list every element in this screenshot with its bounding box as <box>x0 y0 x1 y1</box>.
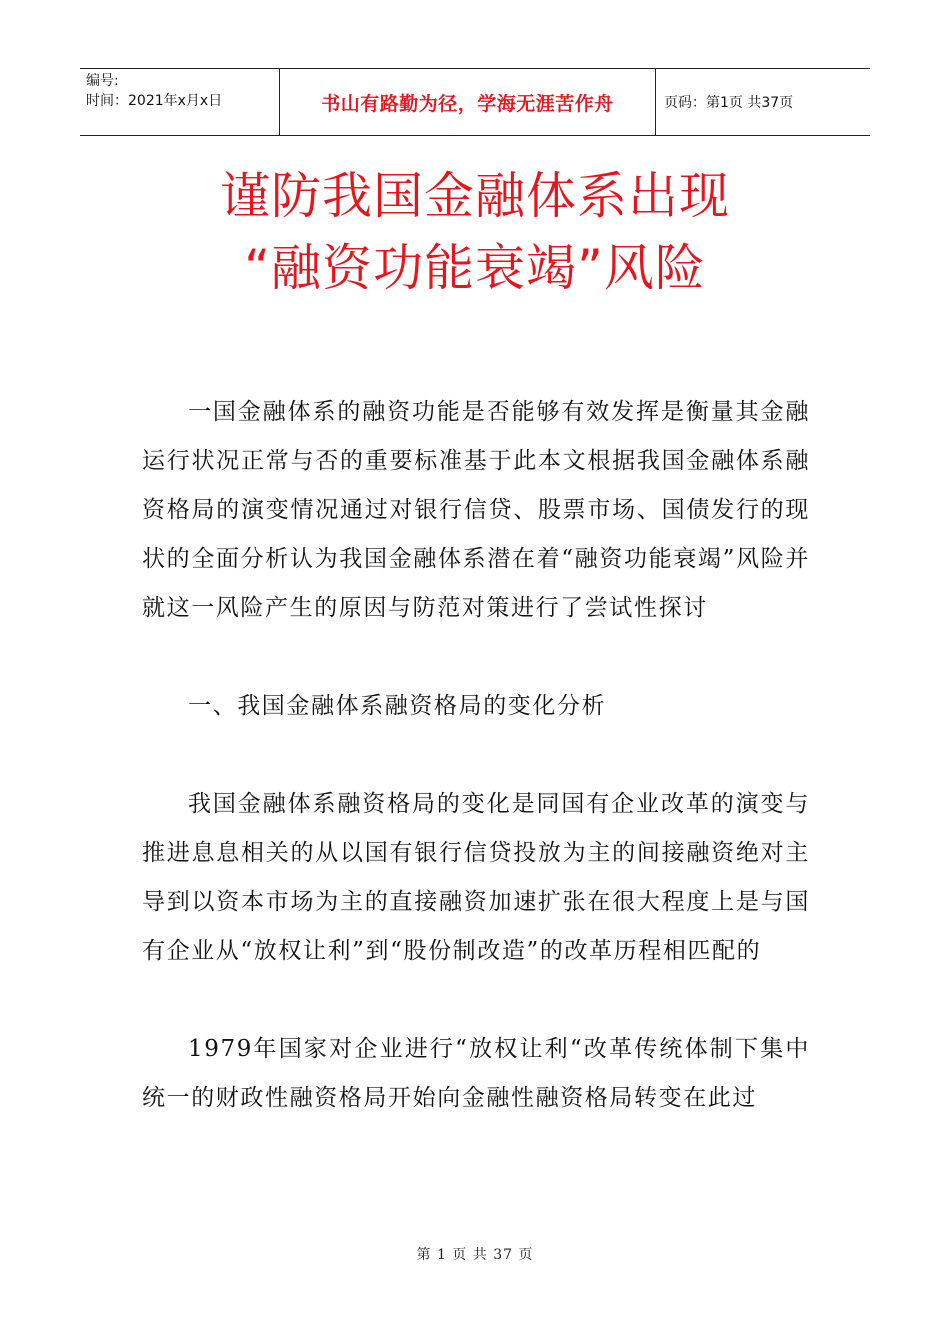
document-body <box>142 388 810 1123</box>
paragraph-abstract: 一国金融体系的融资功能是否能够有效发挥是衡量其金融运行状况正常与否的重要标准基于此本文根据我国金融体系融资格局的演变情况通过对银行信贷、股票市场、国债发行的现状的全面分析认为我国金融体系潜在着“融资功能衰竭”风险并就这一风险产生的原因与防范对策进行了尝试性探讨 <box>142 399 810 621</box>
document-time: 时间：2021年x月x日 <box>86 93 223 109</box>
header-motto: 书山有路勤为径，学海无涯苦作舟 <box>280 69 656 135</box>
header-meta <box>80 69 280 135</box>
title-line-1: 谨防我国金融体系出现 <box>220 167 730 225</box>
document-number-label: 编号: <box>86 73 119 89</box>
section-heading-1: 一、我国金融体系融资格局的变化分析 <box>188 693 607 719</box>
title-line-2: “融资功能衰竭”风险 <box>244 239 706 297</box>
paragraph-2: 我国金融体系融资格局的变化是同国有企业改革的演变与推进息息相关的从以国有银行信贷投放为主的间接融资绝对主导到以资本市场为主的直接融资加速扩张在很大程度上是与国有企业从“放权让利”到“股份制改造”的改革历程相匹配的 <box>142 791 810 964</box>
page-footer: 第 1 页 共 37 页 <box>416 1247 534 1263</box>
header-page-info: 页码：第1页 共37页 <box>664 95 794 111</box>
paragraph-3: 1979年国家对企业进行“放权让利“改革传统体制下集中统一的财政性融资格局开始向金融性融资格局转变在此过 <box>142 1036 810 1111</box>
document-title <box>0 160 950 304</box>
header-table <box>80 68 870 136</box>
